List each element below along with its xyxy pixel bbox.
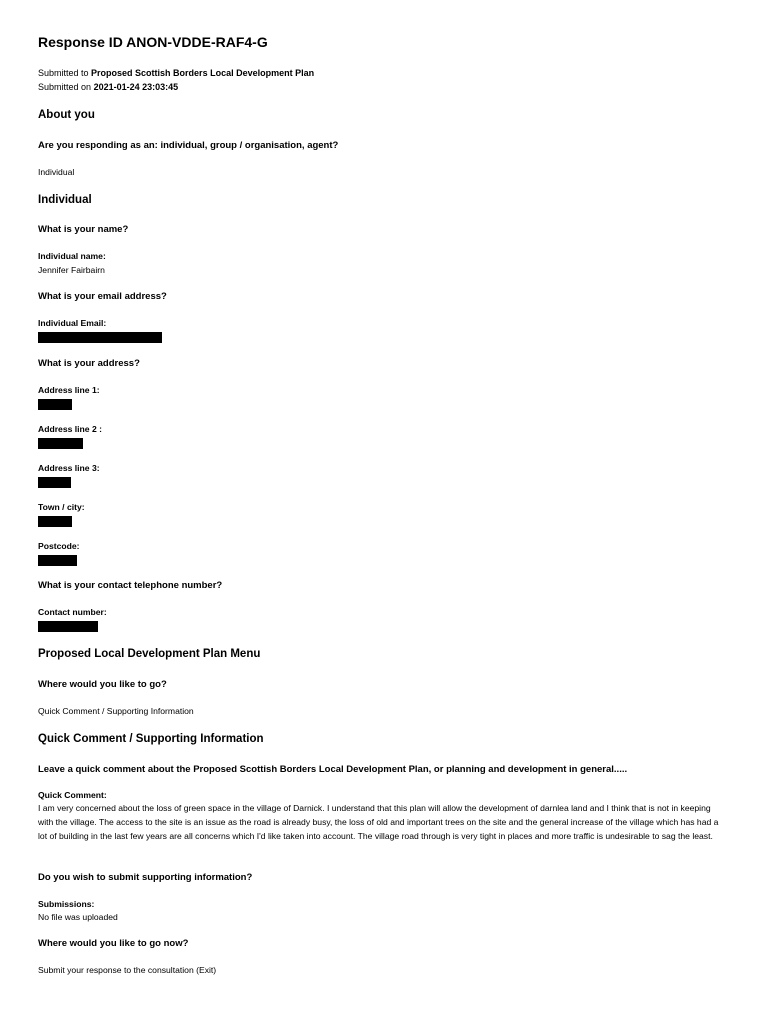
town-redaction [38,516,72,527]
phone-label: Contact number: [38,607,107,617]
name-value: Jennifer Fairbairn [38,265,105,275]
response-title: Response ID ANON-VDDE-RAF4-G [38,34,268,50]
email-question: What is your email address? [38,291,167,302]
address-line3-redaction [38,477,71,488]
next-step-question: Where would you like to go now? [38,938,189,949]
quick-comment-question: Leave a quick comment about the Proposed Scottish Borders Local Development Plan, or planning and development in general..... [38,764,628,775]
quick-comment-text: I am very concerned about the loss of green space in the village of Darnick. I understand that this plan will allow the development of darnlea land and I think that is not in keeping with the village. The access to the site is an issue as the road is already busy, the loss of old and important trees on the site and the general increase of the village which has had a lot of building in the last few years are all concerns which I'd like taken into account. The village road through is very tight in places and more traffic is undesirable to sag the least. [38,803,719,841]
email-label: Individual Email: [38,318,107,328]
respondent-type-question: Are you responding as an: individual, group / organisation, agent? [38,140,339,151]
quick-comment-label: Quick Comment: [38,790,107,800]
address-question: What is your address? [38,358,140,369]
address-line1-label: Address line 1: [38,385,100,395]
town-label: Town / city: [38,502,85,512]
address-line1-redaction [38,399,72,410]
phone-question: What is your contact telephone number? [38,580,223,591]
quick-comment-heading: Quick Comment / Supporting Information [38,733,264,745]
submissions-value: No file was uploaded [38,912,118,922]
postcode-redaction [38,555,77,566]
phone-redaction [38,621,98,632]
name-label: Individual name: [38,251,106,261]
submitted-on-line [38,82,178,92]
next-step-answer: Submit your response to the consultation (Exit) [38,965,217,975]
supporting-info-question: Do you wish to submit supporting information? [38,872,253,883]
menu-question: Where would you like to go? [38,679,167,690]
submitted-to-line [38,68,314,78]
address-line3-label: Address line 3: [38,463,100,473]
postcode-label: Postcode: [38,541,80,551]
about-you-heading: About you [38,109,95,121]
individual-heading: Individual [38,194,92,206]
submissions-label: Submissions: [38,899,95,909]
submitted-to-prefix: Submitted to [38,68,89,78]
address-line2-label: Address line 2 : [38,424,102,434]
name-question: What is your name? [38,224,129,235]
menu-heading: Proposed Local Development Plan Menu [38,648,261,660]
submitted-on-prefix: Submitted on [38,82,92,92]
menu-answer: Quick Comment / Supporting Information [38,706,194,716]
email-redaction [38,332,162,343]
submitted-to-value: Proposed Scottish Borders Local Development Plan [91,68,315,78]
address-line2-redaction [38,438,83,449]
respondent-type-answer: Individual [38,167,75,177]
submitted-on-value: 2021-01-24 23:03:45 [93,82,179,92]
